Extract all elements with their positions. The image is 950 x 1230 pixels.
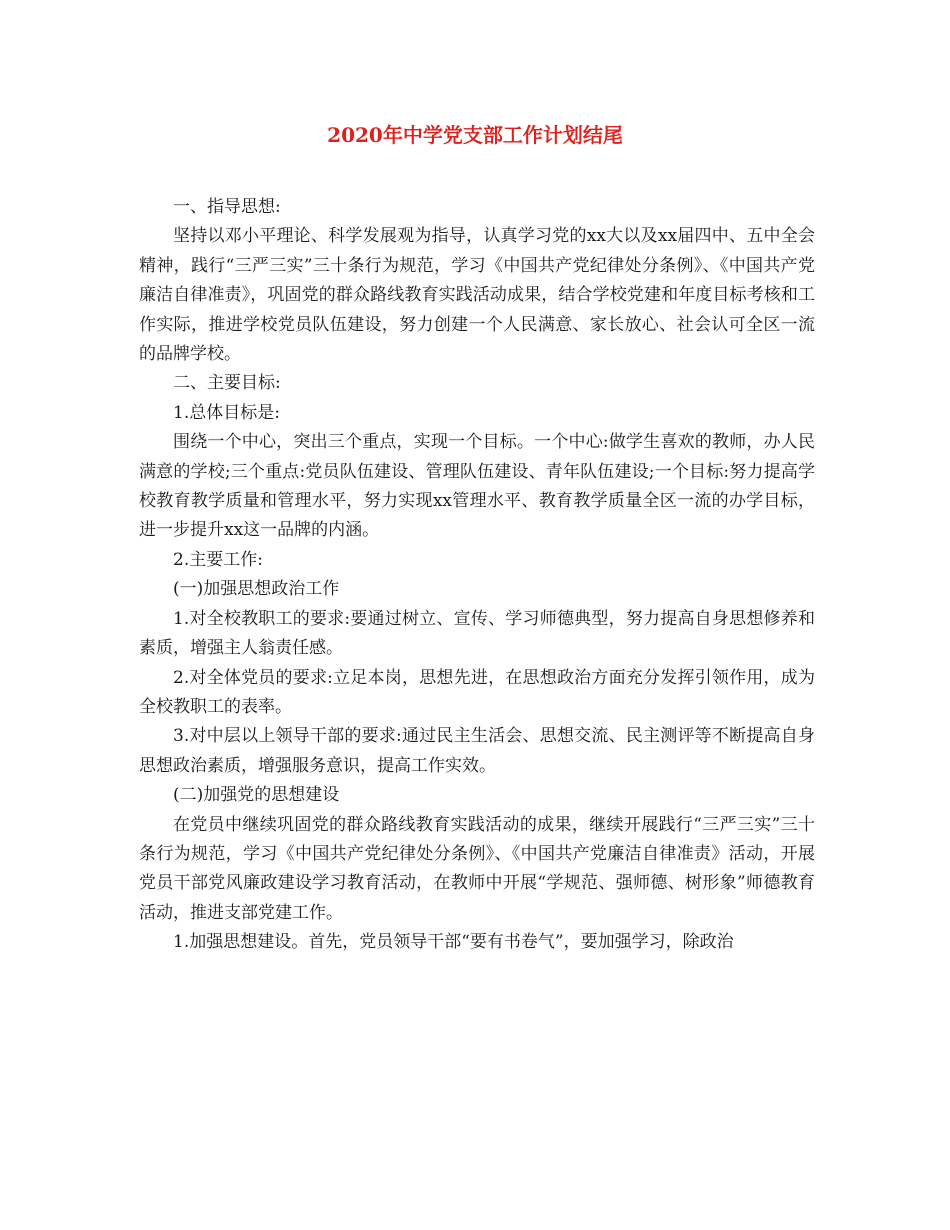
paragraph-guiding-ideology-heading: 一、指导思想: bbox=[173, 197, 281, 217]
paragraph-main-work-heading: 2.主要工作: bbox=[173, 549, 263, 570]
paragraph-ideological-building: 在党员中继续巩固党的群众路线教育实践活动的成果，继续开展践行“三严三实”三十条行为规范，学习《中国共产党纪律处分条例》、《中国共产党廉洁自律准责》活动，开展党员干部党风廉政建设学习教育活动，在教师中开展“学规范、强师德、树形象”师德教育活动，推进支部党建工作。 bbox=[139, 814, 815, 923]
paragraph-overall-goal-heading: 1.总体目标是: bbox=[173, 402, 280, 423]
paragraph-section-2-heading: (二)加强党的思想建设 bbox=[173, 785, 340, 806]
paragraph-main-goals-heading: 二、主要目标: bbox=[173, 373, 281, 394]
paragraph-overall-goal: 围绕一个中心，突出三个重点，实现一个目标。一个中心:做学生喜欢的教师，办人民满意的学校;三个重点:党员队伍建设、管理队伍建设、青年队伍建设;一个目标:努力提高学校教育教学质量和管理水平，努力实现xx管理水平、教育教学质量全区一流的办学目标，进一步提升xx这一品牌的内涵。 bbox=[139, 432, 815, 541]
document-body bbox=[139, 193, 815, 958]
paragraph-staff-requirement: 1.对全校教职工的要求:要通过树立、宣传、学习师德典型，努力提高自身思想修养和素质，增强主人翁责任感。 bbox=[139, 608, 815, 659]
paragraph-section-1-heading: (一)加强思想政治工作 bbox=[173, 579, 340, 600]
paragraph-leader-requirement: 3.对中层以上领导干部的要求:通过民主生活会、思想交流、民主测评等不断提高自身思想政治素质，增强服务意识，提高工作实效。 bbox=[139, 726, 815, 776]
document-title: 2020年中学党支部工作计划结尾 bbox=[327, 123, 623, 147]
paragraph-member-requirement: 2.对全体党员的要求:立足本岗，思想先进，在思想政治方面充分发挥引领作用，成为全校教职工的表率。 bbox=[139, 667, 815, 717]
paragraph-guiding-ideology: 坚持以邓小平理论、科学发展观为指导，认真学习党的xx大以及xx届四中、五中全会精神，践行“三严三实”三十条行为规范，学习《中国共产党纪律处分条例》、《中国共产党廉洁自律准责》，巩固党的群众路线教育实践活动成果，结合学校党建和年度目标考核和工作实际，推进学校党员队伍建设，努力创建一个人民满意、家长放心、社会认可全区一流的品牌学校。 bbox=[139, 226, 815, 365]
paragraph-strengthen-thinking: 1.加强思想建设。首先，党员领导干部“要有书卷气”，要加强学习，除政治 bbox=[173, 932, 734, 953]
